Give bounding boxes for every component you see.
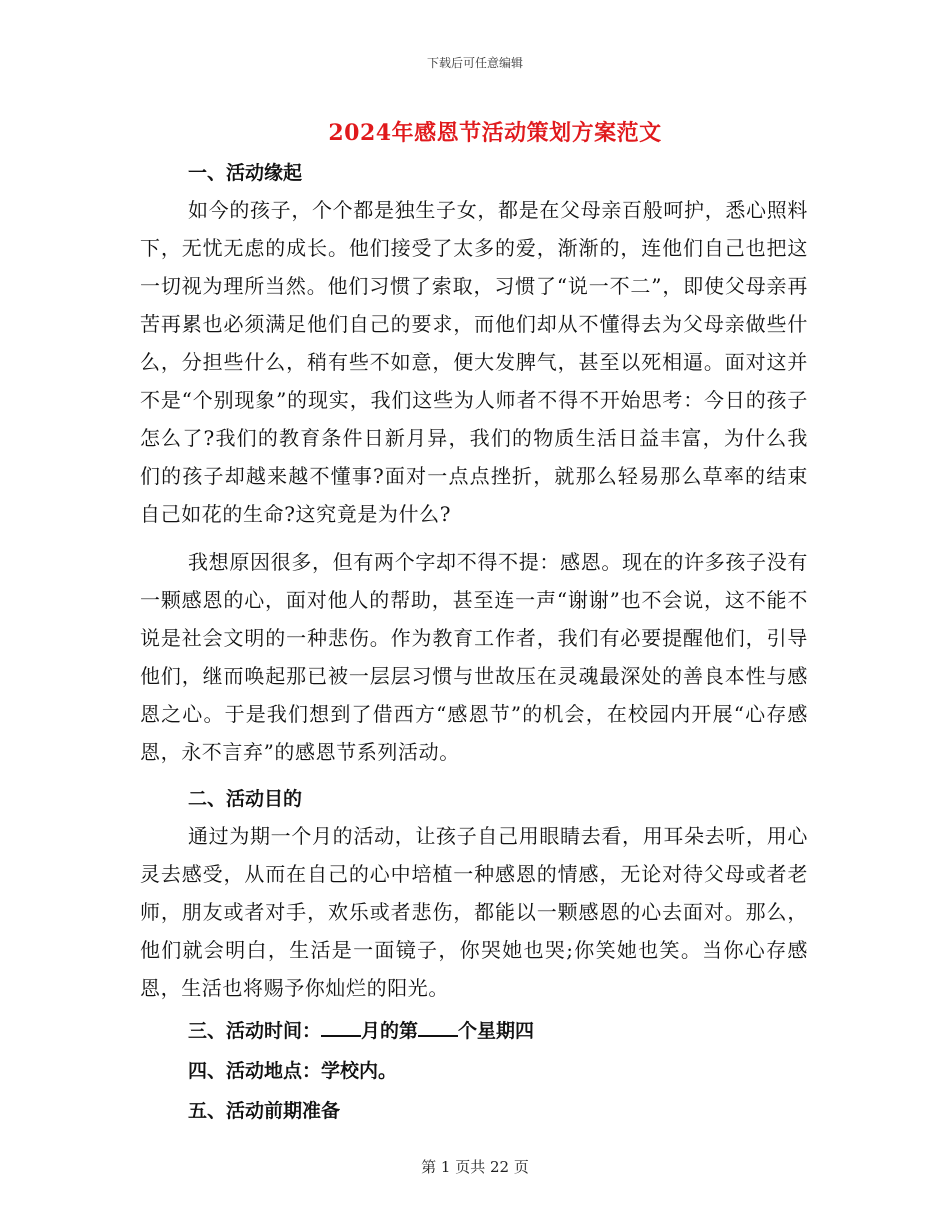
document-title: 2024年感恩节活动策划方案范文	[328, 120, 662, 146]
section-heading-location: 四、活动地点：学校内。	[188, 1060, 398, 1082]
document-body	[140, 155, 808, 1129]
time-label: 三、活动时间：	[188, 1020, 322, 1042]
section-heading-purpose: 二、活动目的	[188, 788, 303, 810]
time-mid: 月的第	[361, 1020, 419, 1042]
section-heading-preparation: 五、活动前期准备	[188, 1100, 341, 1122]
paragraph-origin-1: 如今的孩子，个个都是独生子女，都是在父母亲百般呵护，悉心照料下，无忧无虑的成长。他们接受了太多的爱，渐渐的，连他们自己也把这一切视为理所当然。他们习惯了索取，习惯了“说一不二”，即使父母亲再苦再累也必须满足他们自己的要求，而他们却从不懂得去为父母亲做些什么，分担些什么，稍有些不如意，便大发脾气，甚至以死相逼。面对这并不是“个别现象”的现实，我们这些为人师者不得不开始思考：今日的孩子怎么了?我们的教育条件日新月异，我们的物质生活日益丰富，为什么我们的孩子却越来越不懂事?面对一点点挫折，就那么轻易那么草率的结束自己如花的生命?这究竟是为什么?	[140, 198, 808, 526]
section-heading-origin: 一、活动缘起	[188, 162, 303, 184]
week-blank	[418, 1017, 458, 1037]
page-footer: 第 1 页共 22 页	[421, 1158, 529, 1176]
month-blank	[321, 1017, 361, 1037]
section-heading-time	[140, 1013, 808, 1049]
paragraph-purpose: 通过为期一个月的活动，让孩子自己用眼睛去看，用耳朵去听，用心灵去感受，从而在自己的心中培植一种感恩的情感，无论对待父母或者老师，朋友或者对手，欢乐或者悲伤，都能以一颗感恩的心去面对。那么，他们就会明白，生活是一面镜子，你哭她也哭;你笑她也笑。当你心存感恩，生活也将赐予你灿烂的阳光。	[140, 824, 808, 1000]
page-header-note: 下载后可任意编辑	[426, 56, 523, 70]
paragraph-origin-2: 我想原因很多，但有两个字却不得不提：感恩。现在的许多孩子没有一颗感恩的心，面对他人的帮助，甚至连一声“谢谢”也不会说，这不能不说是社会文明的一种悲伤。作为教育工作者，我们有必要提醒他们，引导他们，继而唤起那已被一层层习惯与世故压在灵魂最深处的善良本性与感恩之心。于是我们想到了借西方“感恩节”的机会，在校园内开展“心存感恩，永不言弃”的感恩节系列活动。	[140, 550, 808, 764]
time-suffix: 个星期四	[458, 1020, 535, 1042]
